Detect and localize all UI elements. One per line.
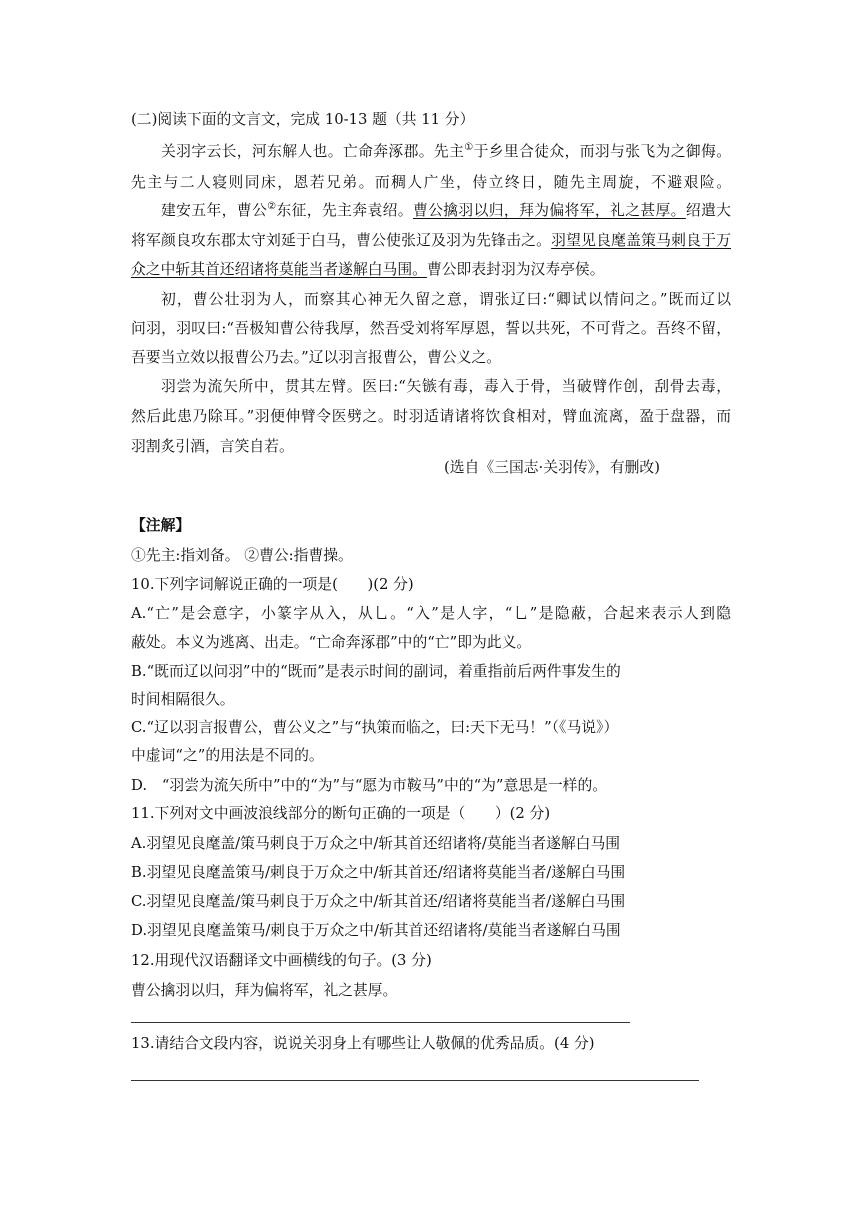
q10-option-a-line2: 蔽处。本义为逃离、出走。“亡命奔涿郡”中的“亡”即为此义。 [131,634,532,651]
question-10: 10.下列字词解说正确的一项是( )(2 分) [131,576,414,593]
q12-answer-line[interactable] [131,1022,630,1023]
passage-p3-line2: 问羽，羽叹曰:“吾极知曹公待我厚，然吾受刘将军厚恩，誓以共死，不可背之。吾终不留， [131,320,731,337]
passage-p4-line3: 羽割炙引酒，言笑自若。 [131,438,294,455]
passage-p1-line2: 先主与二人寝则同床，恩若兄弟。而稠人广坐，侍立终日，随先主周旋，不避艰险。 [131,174,731,191]
q10-option-b-line2: 时间相隔很久。 [131,691,235,708]
passage-p4-line1: 羽尝为流矢所中，贯其左臂。医曰:“矢镞有毒，毒入于骨，当破臂作创，刮骨去毒， [161,378,731,395]
passage-p3-line3: 吾要当立效以报曹公乃去。”辽以羽言报曹公，曹公义之。 [131,349,502,366]
footnote-marker-1: ① [464,142,474,153]
question-13: 13.请结合文段内容，说说关羽身上有哪些让人敬佩的优秀品质。(4 分) [131,1035,595,1052]
question-11: 11.下列对文中画波浪线部分的断句正确的一项是（ ）(2 分) [131,805,551,822]
wavy-underlined-text: 羽望见良麾盖策马刺良于万 [551,232,731,249]
notes-title: 【注解】 [131,517,191,534]
question-12: 12.用现代汉语翻译文中画横线的句子。(3 分) [131,952,432,969]
passage-p2-line2: 将军颜良攻东郡太守刘延于白马，曹公使张辽及羽为先锋击之。羽望见良麾盖策马刺良于万 [131,232,731,249]
q10-option-c-line2: 中虚词“之”的用法是不同的。 [131,747,324,764]
q12-sentence: 曹公擒羽以归，拜为偏将军，礼之甚厚。 [131,982,398,999]
q10-option-c-line1: C.“辽以羽言报曹公，曹公义之”与“执策而临之，曰:天下无马！”（《马说》） [131,719,619,736]
wavy-underlined-text-cont: 众之中斩其首还绍诸将莫能当者遂解白马围。 [131,261,427,278]
passage-p2-line3: 众之中斩其首还绍诸将莫能当者遂解白马围。曹公即表封羽为汉寿亭侯。 [131,261,605,278]
q10-option-b-line1: B.“既而辽以问羽”中的“既而”是表示时间的副词，着重指前后两件事发生的 [131,663,621,680]
q10-option-a-line1: A.“亡”是会意字，小篆字从入，从乚。“入”是人字，“乚”是隐蔽，合起来表示人到隐 [131,605,731,622]
q11-option-a: A.羽望见良麾盖/策马刺良于万众之中/斩其首还绍诸将/莫能当者遂解白马围 [131,835,621,852]
underlined-sentence: 曹公擒羽以归，拜为偏将军，礼之甚厚。 [412,202,686,219]
passage-p3-line1: 初，曹公壮羽为人，而察其心神无久留之意，谓张辽曰:“卿试以情问之。”既而辽以 [161,291,731,308]
passage-p1-line1: 关羽字云长，河东解人也。亡命奔涿郡。先主①于乡里合徒众，而羽与张飞为之御侮。 [161,142,731,160]
passage-p2-line1: 建安五年，曹公②东征，先主奔袁绍。曹公擒羽以归，拜为偏将军，礼之甚厚。绍遣大 [161,201,731,219]
source-citation: (选自《三国志·关羽传》，有删改) [443,459,660,476]
q11-option-b: B.羽望见良麾盖策马/刺良于万众之中/斩其首还/绍诸将莫能当者/遂解白马围 [131,864,626,881]
q11-option-d: D.羽望见良麾盖策马/刺良于万众之中/斩其首还绍诸将/莫能当者遂解白马围 [131,922,621,939]
passage-p4-line2: 然后此患乃除耳。”羽便伸臂令医劈之。时羽适请诸将饮食相对，臂血流离，盈于盘器，而 [131,408,731,425]
section-heading: (二)阅读下面的文言文，完成 10-13 题（共 11 分） [131,111,475,128]
q10-option-d: D. “羽尝为流矢所中”中的“为”与“愿为市鞍马”中的“为”意思是一样的。 [131,777,608,794]
footnote-marker-2: ② [267,201,277,212]
notes-line: ①先主:指刘备。 ②曹公:指曹操。 [131,547,353,564]
q11-option-c: C.羽望见良麾盖/策马刺良于万众之中/斩其首还/绍诸将莫能当者/遂解白马围 [131,893,626,910]
q13-answer-line[interactable] [131,1080,699,1081]
